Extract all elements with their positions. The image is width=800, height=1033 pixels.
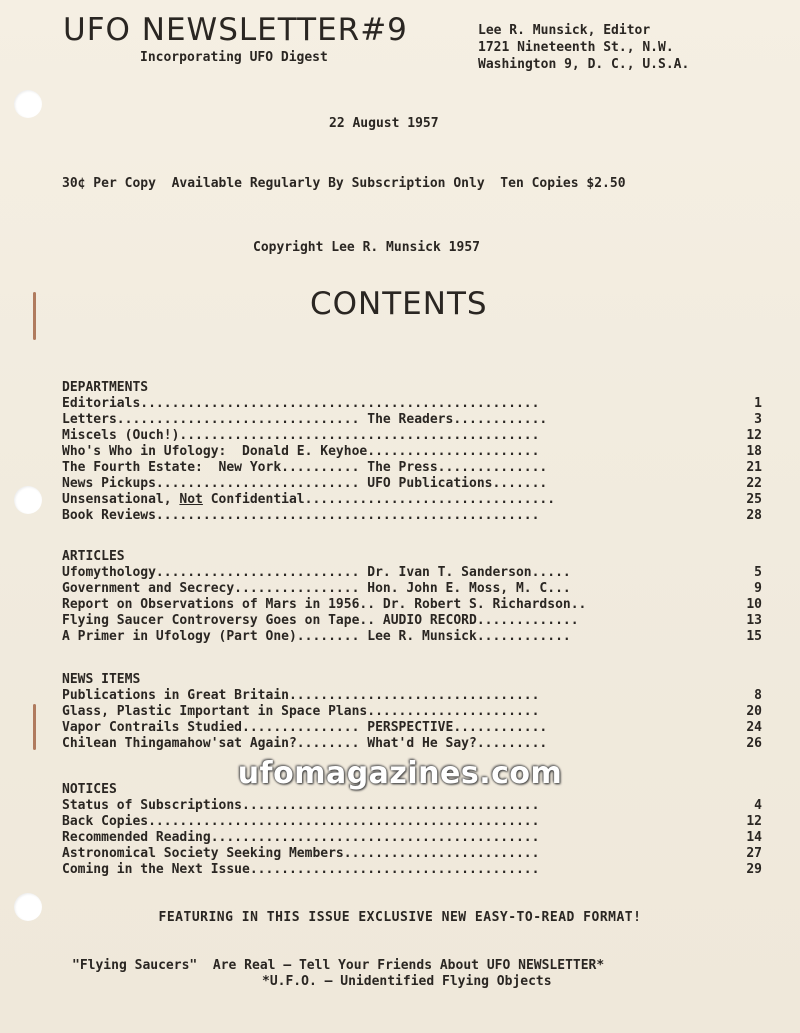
toc-entry (62, 492, 722, 508)
toc-section-notices (62, 782, 762, 878)
section-title: NEWS ITEMS (62, 672, 141, 687)
toc-page-number: 9 (754, 581, 762, 596)
toc-row (62, 565, 762, 581)
toc-page-number: 10 (746, 597, 762, 612)
toc-entry-part: Unsensational, (62, 492, 180, 507)
toc-entry: Ufomythology.......................... Dr. Ivan T. Sanderson..... (62, 565, 571, 580)
toc-entry: Government and Secrecy................ Hon. John E. Moss, M. C... (62, 581, 571, 596)
toc-entry: Status of Subscriptions...................................... (62, 798, 540, 813)
toc-page-number: 5 (754, 565, 762, 580)
toc-page-number: 29 (746, 862, 762, 877)
toc-entry: Chilean Thingamahow'sat Again?........ What'd He Say?......... (62, 736, 548, 751)
toc-row (62, 613, 762, 629)
toc-row (62, 629, 762, 645)
toc-page-number: 1 (754, 396, 762, 411)
toc-entry: Editorials................................................... (62, 396, 540, 411)
toc-page-number: 12 (746, 428, 762, 443)
toc-row (62, 704, 762, 720)
contents-heading: CONTENTS (310, 286, 488, 322)
punch-hole (14, 90, 42, 118)
toc-row (62, 428, 762, 444)
toc-section-news-items (62, 672, 762, 752)
margin-mark (33, 292, 36, 340)
toc-page-number: 22 (746, 476, 762, 491)
editor-street: 1721 Nineteenth St., N.W. (478, 40, 674, 55)
toc-row (62, 508, 762, 524)
toc-row (62, 830, 762, 846)
toc-page-number: 8 (754, 688, 762, 703)
toc-page-number: 3 (754, 412, 762, 427)
masthead-subtitle: Incorporating UFO Digest (140, 50, 328, 65)
toc-page-number: 28 (746, 508, 762, 523)
toc-row (62, 581, 762, 597)
toc-row (62, 862, 762, 878)
toc-row (62, 396, 762, 412)
site-watermark: ufomagazines.com (237, 756, 563, 791)
toc-entry: Astronomical Society Seeking Members......................... (62, 846, 540, 861)
masthead-title: UFO NEWSLETTER#9 (63, 12, 408, 48)
toc-entry: Book Reviews................................................. (62, 508, 540, 523)
section-title: NOTICES (62, 782, 117, 797)
toc-row (62, 798, 762, 814)
toc-row (62, 412, 762, 428)
section-title: DEPARTMENTS (62, 380, 149, 395)
toc-row (62, 492, 762, 508)
toc-entry: Coming in the Next Issue..................................... (62, 862, 540, 877)
toc-entry: A Primer in Ufology (Part One)........ Lee R. Munsick............ (62, 629, 571, 644)
toc-entry: Back Copies.................................................. (62, 814, 540, 829)
section-title: ARTICLES (62, 549, 125, 564)
toc-entry: Flying Saucer Controversy Goes on Tape.. AUDIO RECORD............. (62, 613, 579, 628)
editor-city: Washington 9, D. C., U.S.A. (478, 57, 690, 72)
toc-row (62, 597, 762, 613)
toc-row (62, 688, 762, 704)
featuring-banner: FEATURING IN THIS ISSUE EXCLUSIVE NEW EASY-TO-READ FORMAT! (158, 910, 642, 925)
toc-row (62, 814, 762, 830)
toc-entry: The Fourth Estate: New York.......... The Press.............. (62, 460, 548, 475)
toc-row (62, 736, 762, 752)
toc-section-articles (62, 549, 762, 645)
toc-page-number: 4 (754, 798, 762, 813)
price-line: 30¢ Per Copy Available Regularly By Subscription Only Ten Copies $2.50 (62, 176, 626, 191)
toc-row (62, 846, 762, 862)
toc-page-number: 12 (746, 814, 762, 829)
toc-page-number: 18 (746, 444, 762, 459)
toc-entry: News Pickups.......................... UFO Publications....... (62, 476, 548, 491)
editor-address-block (478, 22, 689, 73)
toc-entry: Publications in Great Britain................................ (62, 688, 540, 703)
punch-hole (14, 486, 42, 514)
toc-entry: Vapor Contrails Studied............... PERSPECTIVE............ (62, 720, 548, 735)
toc-row (62, 444, 762, 460)
footer-tagline: "Flying Saucers" Are Real — Tell Your Friends About UFO NEWSLETTER* (72, 958, 605, 973)
toc-page-number: 24 (746, 720, 762, 735)
toc-section-departments (62, 380, 762, 524)
copyright-line: Copyright Lee R. Munsick 1957 (253, 240, 480, 255)
toc-row (62, 460, 762, 476)
editor-name: Lee R. Munsick, Editor (478, 23, 651, 38)
toc-page-number: 26 (746, 736, 762, 751)
toc-entry: Recommended Reading.......................................... (62, 830, 540, 845)
toc-entry-part: Confidential................................ (202, 492, 556, 507)
toc-page-number: 21 (746, 460, 762, 475)
issue-date: 22 August 1957 (329, 116, 439, 131)
toc-entry: Glass, Plastic Important in Space Plans...................... (62, 704, 540, 719)
margin-mark (33, 704, 36, 750)
toc-page-number: 15 (746, 629, 762, 644)
toc-row (62, 476, 762, 492)
toc-entry: Miscels (Ouch!).............................................. (62, 428, 540, 443)
footer-footnote: *U.F.O. — Unidentified Flying Objects (262, 974, 552, 989)
toc-page-number: 25 (746, 492, 762, 507)
toc-row (62, 720, 762, 736)
toc-page-number: 27 (746, 846, 762, 861)
toc-page-number: 13 (746, 613, 762, 628)
toc-entry: Who's Who in Ufology: Donald E. Keyhoe...................... (62, 444, 540, 459)
toc-entry-underlined: Not (179, 492, 203, 507)
toc-entry: Report on Observations of Mars in 1956.. Dr. Robert S. Richardson.. (62, 597, 587, 612)
toc-entry: Letters............................... The Readers............ (62, 412, 548, 427)
toc-page-number: 14 (746, 830, 762, 845)
toc-page-number: 20 (746, 704, 762, 719)
